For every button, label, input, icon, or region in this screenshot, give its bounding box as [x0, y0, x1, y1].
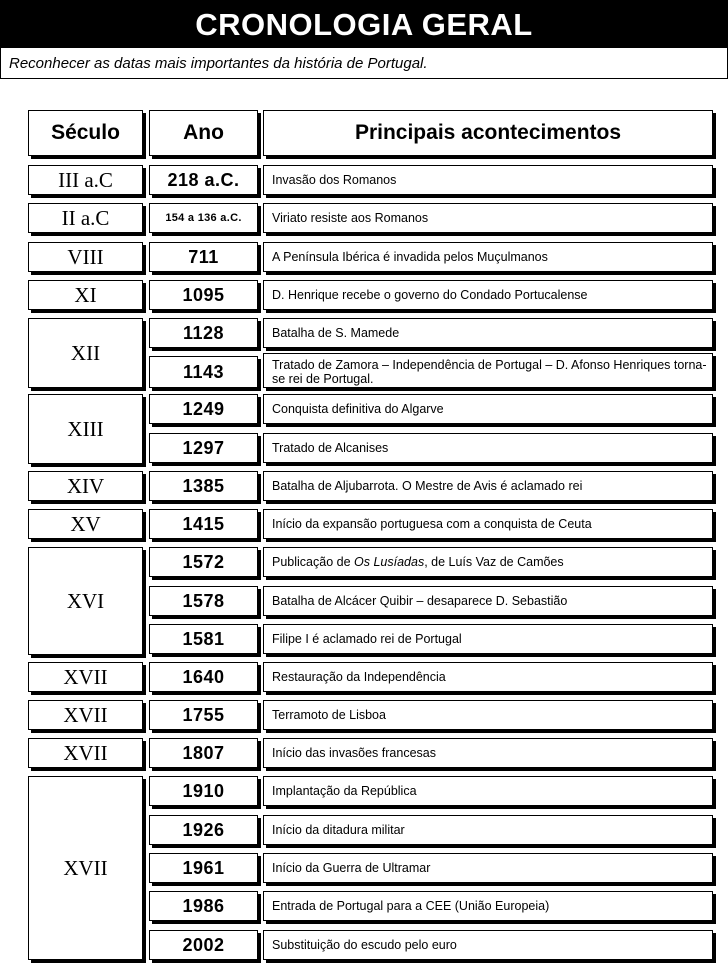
event-cell: Início da expansão portuguesa com a conquista de Ceuta: [263, 509, 713, 539]
century-cell: XVII: [28, 738, 143, 768]
century-cell: XII: [28, 318, 143, 388]
event-cell: Invasão dos Romanos: [263, 165, 713, 195]
century-cell: XV: [28, 509, 143, 539]
event-cell: Batalha de Alcácer Quibir – desaparece D. Sebastião: [263, 586, 713, 616]
year-cell: 1578: [149, 586, 258, 616]
year-cell: 2002: [149, 930, 258, 960]
year-cell: 1297: [149, 433, 258, 463]
year-cell: 154 a 136 a.C.: [149, 203, 258, 233]
year-cell: 1640: [149, 662, 258, 692]
header-century: Século: [28, 110, 143, 156]
event-cell: D. Henrique recebe o governo do Condado Portucalense: [263, 280, 713, 310]
event-cell: Restauração da Independência: [263, 662, 713, 692]
century-cell: XI: [28, 280, 143, 310]
century-cell: XIV: [28, 471, 143, 501]
year-cell: 1807: [149, 738, 258, 768]
year-cell: 711: [149, 242, 258, 272]
year-cell: 1755: [149, 700, 258, 730]
header-events: Principais acontecimentos: [263, 110, 713, 156]
century-cell: II a.C: [28, 203, 143, 233]
page-subtitle: Reconhecer as datas mais importantes da história de Portugal.: [0, 48, 728, 79]
event-cell: Início da ditadura militar: [263, 815, 713, 845]
event-cell: Batalha de Aljubarrota. O Mestre de Avis é aclamado rei: [263, 471, 713, 501]
title-bar: [0, 0, 728, 48]
year-cell: 1910: [149, 776, 258, 806]
year-cell: 1095: [149, 280, 258, 310]
year-cell: 1415: [149, 509, 258, 539]
event-cell: Tratado de Alcanises: [263, 433, 713, 463]
event-cell: Terramoto de Lisboa: [263, 700, 713, 730]
century-cell: XIII: [28, 394, 143, 464]
event-cell: Substituição do escudo pelo euro: [263, 930, 713, 960]
year-cell: 1128: [149, 318, 258, 348]
year-cell: 1143: [149, 356, 258, 388]
event-cell: Implantação da República: [263, 776, 713, 806]
year-cell: 1572: [149, 547, 258, 577]
event-cell: Conquista definitiva do Algarve: [263, 394, 713, 424]
book-title: Os Lusíadas: [354, 555, 425, 569]
event-text: Publicação de: [272, 555, 355, 569]
century-cell: XVII: [28, 776, 143, 960]
year-cell: 218 a.C.: [149, 165, 258, 195]
event-cell: A Península Ibérica é invadida pelos Muçulmanos: [263, 242, 713, 272]
year-cell: 1385: [149, 471, 258, 501]
event-cell: Batalha de S. Mamede: [263, 318, 713, 348]
century-cell: XVII: [28, 662, 143, 692]
year-cell: 1249: [149, 394, 258, 424]
event-cell: Início das invasões francesas: [263, 738, 713, 768]
event-cell: Tratado de Zamora – Independência de Portugal – D. Afonso Henriques torna-se rei de Portugal.: [263, 353, 713, 388]
century-cell: XVI: [28, 547, 143, 655]
page-title: CRONOLOGIA GERAL: [195, 7, 533, 42]
event-cell: Viriato resiste aos Romanos: [263, 203, 713, 233]
century-cell: III a.C: [28, 165, 143, 195]
event-cell: Filipe I é aclamado rei de Portugal: [263, 624, 713, 654]
century-cell: VIII: [28, 242, 143, 272]
year-cell: 1961: [149, 853, 258, 883]
event-cell: Início da Guerra de Ultramar: [263, 853, 713, 883]
event-text: , de Luís Vaz de Camões: [424, 555, 564, 569]
century-cell: XVII: [28, 700, 143, 730]
year-cell: 1986: [149, 891, 258, 921]
event-cell: [263, 547, 713, 577]
event-cell: Entrada de Portugal para a CEE (União Europeia): [263, 891, 713, 921]
year-cell: 1926: [149, 815, 258, 845]
header-year: Ano: [149, 110, 258, 156]
year-cell: 1581: [149, 624, 258, 654]
